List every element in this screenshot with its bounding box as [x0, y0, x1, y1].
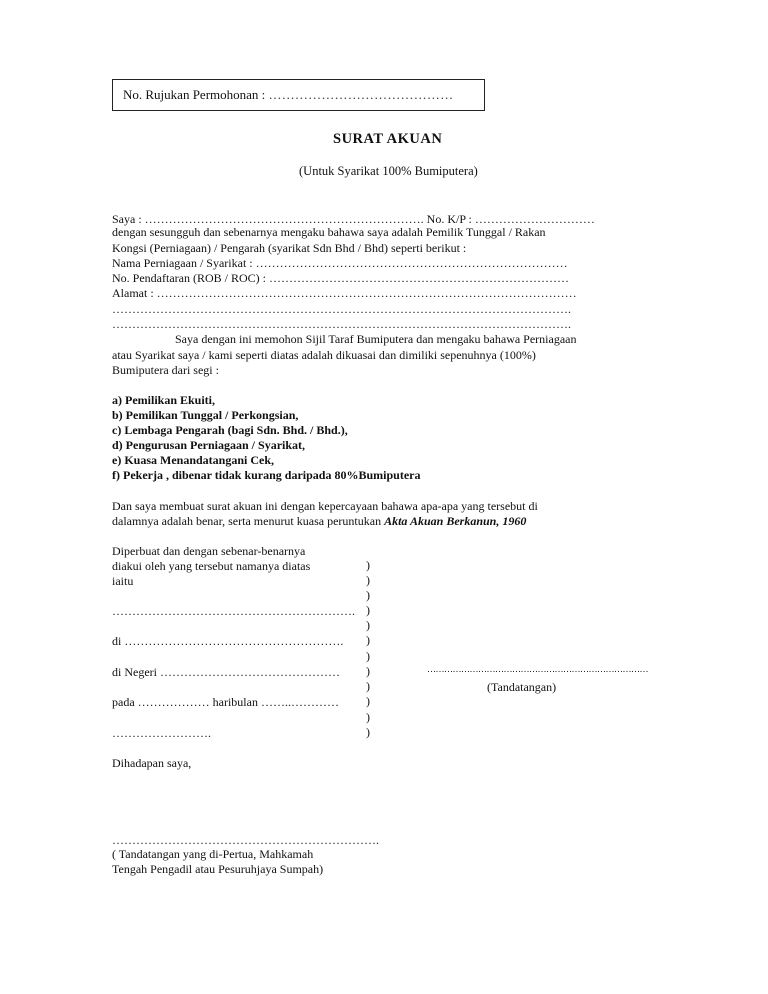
declarant-name-dots: …………………………………………………….	[112, 604, 355, 618]
registration-number-line: No. Pendaftaran (ROB / ROC) : …………………………………………………………………	[112, 271, 569, 285]
statutory-act-name: Akta Akuan Berkanun, 1960	[384, 514, 527, 528]
declarant-line-2: dengan sesungguh dan sebenarnya mengaku bahawa saya adalah Pemilik Tunggal / Rakan	[112, 225, 546, 239]
document-subtitle: (Untuk Syarikat 100% Bumiputera)	[299, 164, 478, 178]
address-line-1: Alamat : ……………………………………………………………………………………………	[112, 286, 577, 300]
criteria-item: d) Pengurusan Perniagaan / Syarikat,	[112, 438, 306, 452]
bracket: )	[366, 603, 370, 617]
criteria-item: e) Kuasa Menandatangani Cek,	[112, 453, 275, 467]
declarant-name-line: Saya : ……………………………………………………………. No. K/P : …………………………	[112, 212, 595, 226]
application-paragraph-line-3: Bumiputera dari segi :	[112, 363, 219, 377]
signature-label: (Tandatangan)	[487, 680, 557, 694]
address-line-2: …………………………………………………………………………………………………….	[112, 302, 571, 316]
declaration-line-2: diakui oleh yang tersebut namanya diatas	[112, 559, 311, 573]
commissioner-line-2: Tengah Pengadil atau Pesuruhjaya Sumpah)	[112, 862, 324, 876]
declaration-year-line: …………………….	[112, 726, 211, 740]
bracket: )	[366, 679, 370, 693]
reference-number-label: No. Rujukan Permohonan :	[123, 87, 266, 102]
belief-paragraph-line-2	[112, 513, 526, 529]
bracket: )	[366, 649, 370, 663]
signature-dots: ……………………………………………………………………	[427, 664, 648, 674]
criteria-item: f) Pekerja , dibenar tidak kurang daripada 80%Bumiputera	[112, 468, 421, 482]
bracket: )	[366, 710, 370, 724]
bracket: )	[366, 573, 370, 587]
declaration-state-line: di Negeri ………………………………………	[112, 665, 340, 679]
criteria-item: a) Pemilikan Ekuiti,	[112, 393, 216, 407]
bracket: )	[366, 664, 370, 678]
declaration-line-1: Diperbuat dan dengan sebenar-benarnya	[112, 544, 306, 558]
belief-paragraph-line-1: Dan saya membuat surat akuan ini dengan kepercayaan bahawa apa-apa yang tersebut di	[112, 499, 538, 513]
bracket: )	[366, 558, 370, 572]
criteria-item: c) Lembaga Pengarah (bagi Sdn. Bhd. / Bhd.),	[112, 423, 348, 437]
before-me-label: Dihadapan saya,	[112, 756, 192, 770]
reference-number-box	[112, 79, 485, 111]
bracket: )	[366, 618, 370, 632]
declaration-date-line: pada ……………… haribulan ……..…………	[112, 695, 339, 709]
address-line-3: …………………………………………………………………………………………………….	[112, 317, 571, 331]
belief-paragraph-text: dalamnya adalah benar, serta menurut kuasa peruntukan	[112, 514, 385, 528]
application-paragraph-line-1: Saya dengan ini memohon Sijil Taraf Bumiputera dan mengaku bahawa Perniagaan	[175, 332, 577, 346]
bracket: )	[366, 633, 370, 647]
declaration-line-3: iaitu	[112, 574, 134, 588]
declarant-line-3: Kongsi (Perniagaan) / Pengarah (syarikat Sdn Bhd / Bhd) seperti berikut :	[112, 241, 467, 255]
bracket: )	[366, 725, 370, 739]
criteria-item: b) Pemilikan Tunggal / Perkongsian,	[112, 408, 299, 422]
bracket: )	[366, 588, 370, 602]
declaration-place-line: di ……………………………………………….	[112, 634, 344, 648]
commissioner-signature-dots: ………………………………………………………….	[112, 833, 379, 847]
document-title: SURAT AKUAN	[333, 131, 443, 147]
business-name-line: Nama Perniagaan / Syarikat : ……………………………………………………………………	[112, 256, 568, 270]
commissioner-line-1: ( Tandatangan yang di-Pertua, Mahkamah	[112, 847, 314, 861]
bracket: )	[366, 694, 370, 708]
application-paragraph-line-2: atau Syarikat saya / kami seperti diatas adalah dikuasai dan dimiliki sepenuhnya (100%)	[112, 348, 536, 362]
reference-number-dots: ……………………………………	[268, 87, 454, 102]
